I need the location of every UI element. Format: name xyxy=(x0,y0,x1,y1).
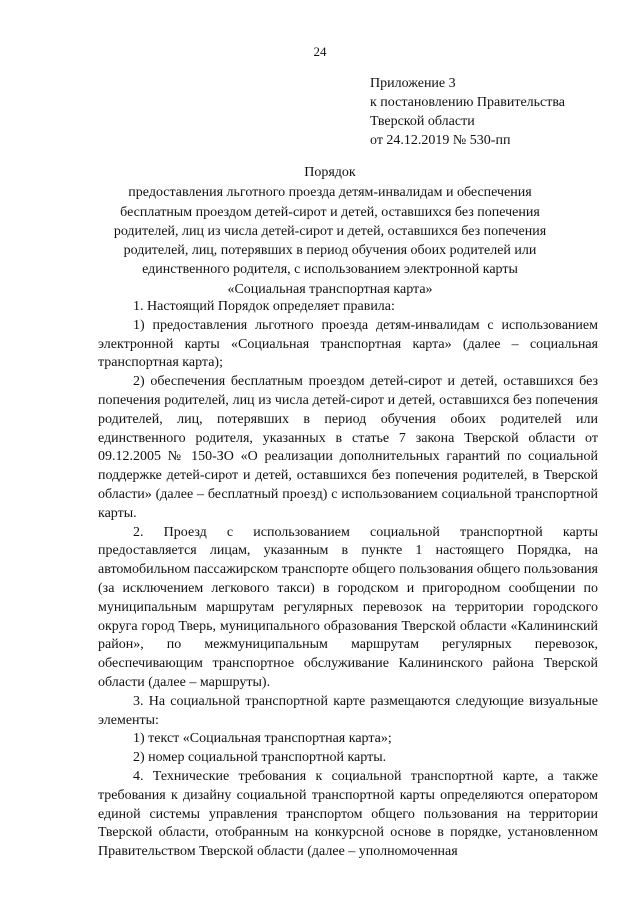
paragraph-4: 4. Технические требования к социальной транспортной карте, а также требования к дизайну социальной транспортной карты определяются оператором единой системы управления транспортом общего пользования на территории Тверской области, отобранным на конкурсной основе в порядке, установленном Правительством Тверской области (далее – уполномоченная xyxy=(98,768,598,860)
title-heading: Порядок xyxy=(304,165,356,180)
title-line: родителей, лиц из числа детей-сирот и детей, оставшихся без попечения xyxy=(113,223,547,239)
paragraph-1-item-2: 2) обеспечения бесплатным проездом детей-сирот и детей, оставшихся без попечения родителей, лиц из числа детей-сирот и детей, оставшихся без попечения родителей, лиц, потерявших в период обучения обоих родителей или единственного родителя, указанных в статье 7 закона Тверской области от 09.12.2005 № 150-ЗО «О реализации дополнительных гарантий по социальной поддержке детей-сирот и детей, оставшихся без попечения родителей, в Тверской области» (далее – бесплатный проезд) с использованием социальной транспортной карты. xyxy=(98,374,598,521)
title-line: единственного родителя, с использованием электронной карты xyxy=(142,262,518,278)
paragraph-1-item-1: 1) предоставления льготного проезда детям-инвалидам с использованием электронной карты «Социальная транспортная карта» (далее – социальная транспортная карта); xyxy=(98,317,598,371)
annex-title: Приложение 3 xyxy=(370,76,456,91)
page-number: 24 xyxy=(313,44,327,59)
document-body xyxy=(98,298,598,862)
document-title xyxy=(110,163,550,299)
title-line: «Социальная транспортная карта» xyxy=(227,281,433,297)
paragraph-1: 1. Настоящий Порядок определяет правила: xyxy=(133,299,395,314)
annex-region: Тверской области xyxy=(370,114,475,129)
paragraph-2: 2. Проезд с использованием социальной транспортной карты предоставляется лицам, указанным в пункте 1 настоящего Порядка, на автомобильном пассажирском транспорте общего пользования общего пользования (за исключением легкового такси) в городском и пригородном сообщении по муниципальным маршрутам регулярных перевозок на территории городского округа город Тверь, муниципального образования Тверской области «Калининский район», по межмуниципальным маршрутам регулярных перевозок, обеспечивающим транспортное обслуживание Калининского района Тверской области (далее – маршруты). xyxy=(98,524,598,690)
annex-date-number: от 24.12.2019 № 530-пп xyxy=(370,133,511,148)
paragraph-3-item-1: 1) текст «Социальная транспортная карта»; xyxy=(133,731,392,747)
paragraph-3: 3. На социальной транспортной карте размещаются следующие визуальные элементы: xyxy=(98,693,598,728)
annex-header xyxy=(370,74,565,150)
annex-reference: к постановлению Правительства xyxy=(370,95,566,110)
paragraph-3-item-2: 2) номер социальной транспортной карты. xyxy=(133,750,387,766)
title-line: предоставления льготного проезда детям-инвалидам и обеспечения xyxy=(128,185,532,201)
title-line: родителей, лиц, потерявших в период обучения обоих родителей или xyxy=(123,243,537,259)
title-line: бесплатным проездом детей-сирот и детей, оставшихся без попечения xyxy=(120,204,540,220)
